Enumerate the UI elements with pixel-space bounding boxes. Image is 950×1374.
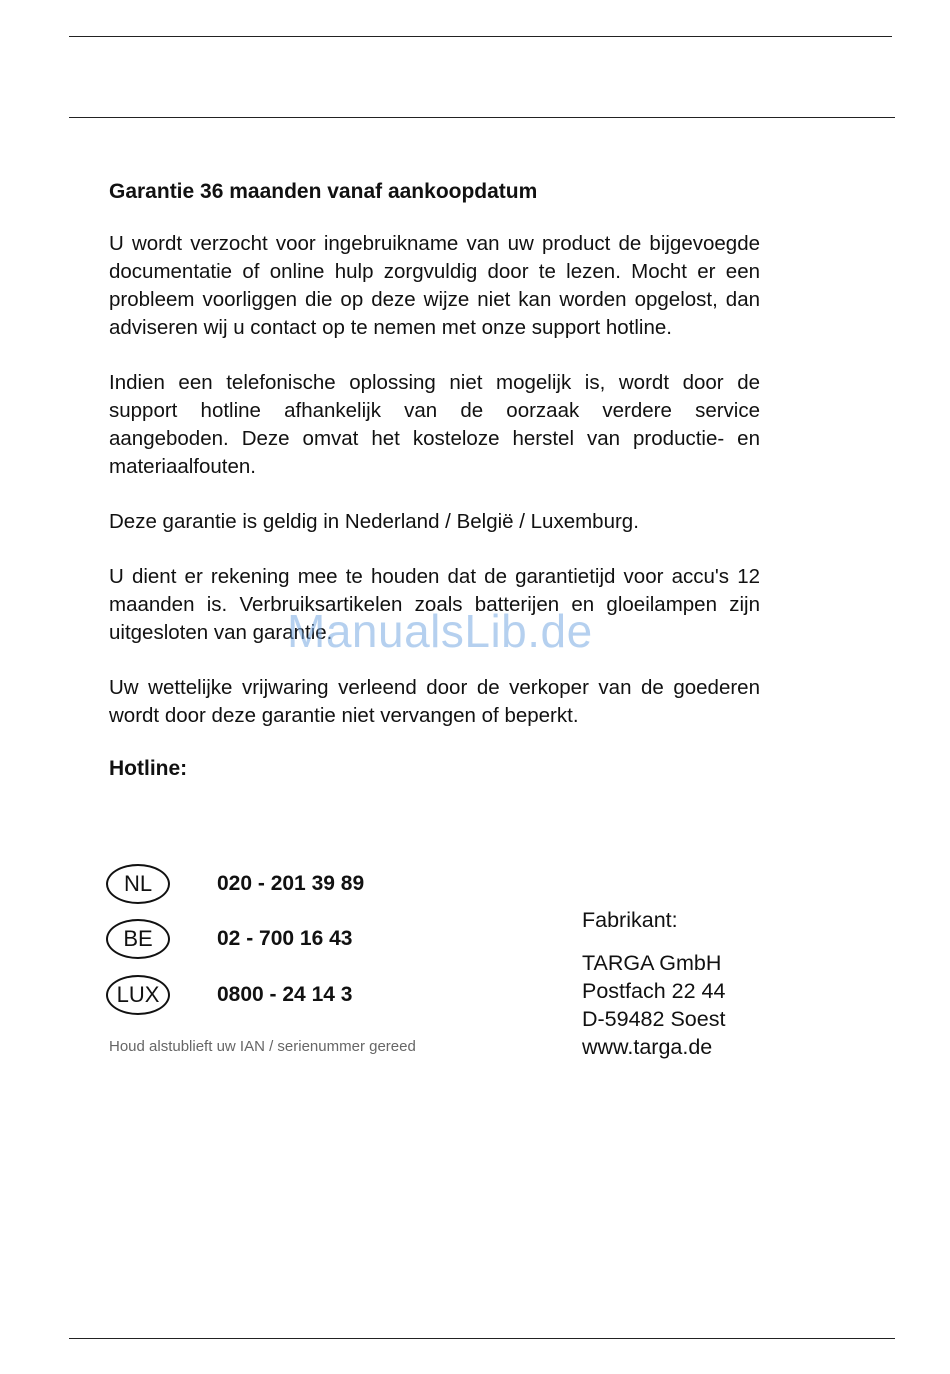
paragraph-legal: Uw wettelijke vrijwaring verleend door de verkoper van de goederen wordt door deze garantie niet vervangen of beperkt.	[109, 676, 760, 727]
warranty-heading: Garantie 36 maanden vanaf aankoopdatum	[109, 180, 538, 203]
footer-rule	[69, 1338, 895, 1339]
hotline-row-nl	[106, 862, 365, 906]
paragraph-validity: Deze garantie is geldig in Nederland / België / Luxemburg.	[109, 510, 639, 533]
manufacturer-street: Postfach 22 44	[582, 979, 726, 1003]
phone-number-nl: 020 - 201 39 89	[217, 872, 365, 895]
paragraph-service: Indien een telefonische oplossing niet mogelijk is, wordt door de support hotline afhankelijk van de oorzaak verdere service aangeboden. Deze omvat het kosteloze herstel van productie- en materiaalfouten.	[109, 371, 760, 478]
manufacturer-block	[582, 906, 725, 1061]
warranty-text	[109, 178, 760, 783]
phone-number-be: 02 - 700 16 43	[217, 927, 353, 950]
country-badge-be: BE	[106, 919, 170, 959]
manufacturer-label: Fabrikant:	[582, 908, 678, 932]
paragraph-usage: U wordt verzocht voor ingebruikname van uw product de bijgevoegde documentatie of online hulp zorgvuldig door te lezen. Mocht er een probleem voorliggen die op deze wijze niet kan worden opgelost, dan adviseren wij u contact op te nemen met onze support hotline.	[109, 232, 760, 339]
hotline-row-be	[106, 917, 353, 961]
manufacturer-city: D-59482 Soest	[582, 1007, 726, 1031]
phone-number-lux: 0800 - 24 14 3	[217, 983, 353, 1006]
top-rule	[69, 36, 892, 37]
paragraph-batteries: U dient er rekening mee te houden dat de garantietijd voor accu's 12 maanden is. Verbruiksartikelen zoals batterijen en gloeilampen zijn uitgesloten van garantie.	[109, 565, 760, 644]
manufacturer-company: TARGA GmbH	[582, 951, 722, 975]
header-rule	[69, 117, 895, 118]
country-badge-lux: LUX	[106, 975, 170, 1015]
hotline-row-lux	[106, 973, 353, 1017]
country-badge-nl: NL	[106, 864, 170, 904]
manufacturer-website[interactable]: www.targa.de	[582, 1035, 713, 1059]
watermark: ManualsLib.de	[287, 605, 593, 657]
hotline-label: Hotline:	[109, 757, 188, 780]
serial-number-note: Houd alstublieft uw IAN / serienummer gereed	[109, 1038, 416, 1055]
